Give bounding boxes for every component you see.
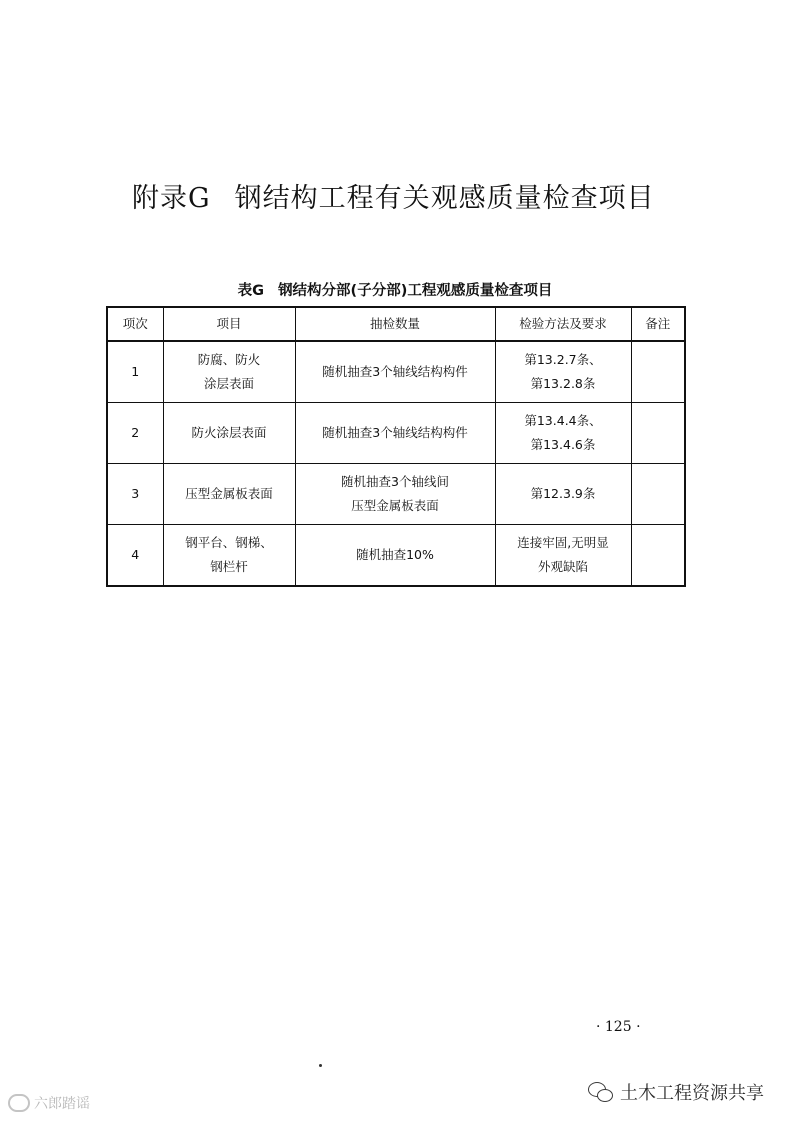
cell-remark (631, 403, 685, 464)
cell-remark (631, 525, 685, 587)
cell-line: 随机抽查10% (356, 547, 434, 562)
cell-line: 外观缺陷 (537, 559, 588, 574)
cell-item (163, 464, 295, 525)
cell-index: 1 (107, 341, 163, 403)
header-inspection-method: 检验方法及要求 (495, 307, 631, 341)
table-caption-label: 表G (237, 283, 265, 299)
header-index: 项次 (107, 307, 163, 341)
cell-remark (631, 341, 685, 403)
cell-inspection-method (495, 525, 631, 587)
table-row (107, 525, 685, 587)
inspection-table (106, 306, 686, 587)
cell-line: 第12.3.9条 (530, 486, 596, 501)
header-remark: 备注 (631, 307, 685, 341)
cell-inspection-method (495, 403, 631, 464)
appendix-title (132, 176, 692, 215)
cell-line: 防火涂层表面 (191, 425, 267, 440)
appendix-label: 附录G (132, 183, 211, 214)
cell-line: 第13.2.8条 (530, 376, 596, 391)
cell-line: 钢平台、钢梯、 (185, 535, 273, 550)
appendix-title-text: 钢结构工程有关观感质量检查项目 (234, 183, 655, 214)
watermark-logo-icon (8, 1094, 30, 1112)
cell-item (163, 525, 295, 587)
cell-line: 连接牢固,无明显 (517, 535, 609, 550)
cell-line: 压型金属板表面 (351, 498, 439, 513)
cell-line: 随机抽查3个轴线结构构件 (322, 364, 468, 379)
page-number: · 125 · (596, 1019, 641, 1035)
cell-line: 随机抽查3个轴线结构构件 (322, 425, 468, 440)
table-row (107, 341, 685, 403)
cell-item (163, 341, 295, 403)
watermark-left (8, 1093, 90, 1113)
cell-line: 钢栏杆 (210, 559, 248, 574)
watermark-right (588, 1079, 764, 1105)
cell-sampling-quantity (295, 464, 495, 525)
header-sampling-quantity: 抽检数量 (295, 307, 495, 341)
print-speck (319, 1064, 322, 1067)
table-header-row (107, 307, 685, 341)
cell-sampling-quantity (295, 341, 495, 403)
cell-index: 2 (107, 403, 163, 464)
cell-inspection-method (495, 464, 631, 525)
table-caption (106, 279, 684, 300)
table-row (107, 403, 685, 464)
wechat-icon (588, 1082, 612, 1102)
cell-line: 第13.2.7条、 (524, 352, 602, 367)
cell-line: 第13.4.6条 (530, 437, 596, 452)
cell-inspection-method (495, 341, 631, 403)
cell-index: 3 (107, 464, 163, 525)
cell-sampling-quantity (295, 525, 495, 587)
cell-line: 随机抽查3个轴线间 (341, 474, 449, 489)
cell-line: 涂层表面 (203, 376, 254, 391)
cell-index: 4 (107, 525, 163, 587)
header-item: 项目 (163, 307, 295, 341)
cell-line: 第13.4.4条、 (524, 413, 602, 428)
cell-sampling-quantity (295, 403, 495, 464)
cell-line: 防腐、防火 (197, 352, 261, 367)
table-row (107, 464, 685, 525)
cell-remark (631, 464, 685, 525)
cell-item (163, 403, 295, 464)
cell-line: 压型金属板表面 (185, 486, 273, 501)
watermark-right-text: 土木工程资源共享 (620, 1083, 764, 1104)
table-caption-title: 钢结构分部(子分部)工程观感质量检查项目 (278, 283, 553, 299)
watermark-left-text: 六郎踏谣 (34, 1096, 90, 1112)
